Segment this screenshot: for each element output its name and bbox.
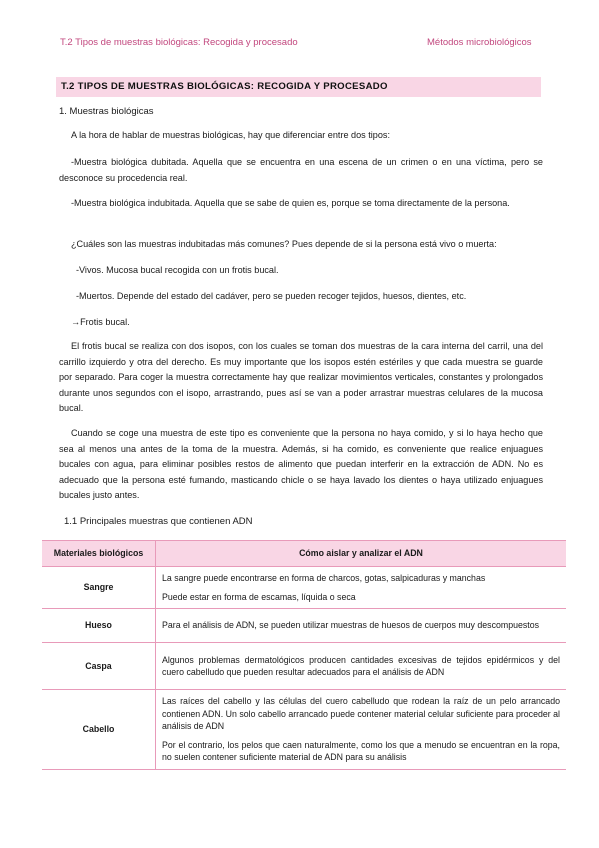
table-header-row [42,541,566,567]
description-line: Para el análisis de ADN, se pueden utilizar muestras de huesos de cuerpos muy descompuestos [162,620,540,631]
paragraph-frotis: El frotis bucal se realiza con dos isopos, con los cuales se toman dos muestras de la cara interna del carril, una del carrillo izquierdo y otra del derecho. Es muy importante que los isopos estén estériles y que cada muestra se guarde por separado. Para coger la muestra correctamente hay que realizar movimientos verticales, constantes y prolongados durante unos segundos con el isopo, arrastrando, pues así se van a poder arrastrar muestras celulares de la mucosa bucal. [59,341,543,413]
paragraph-vivos: -Vivos. Mucosa bucal recogida con un frotis bucal. [76,265,279,275]
description-cell [156,690,567,770]
paragraph-conveniente: Cuando se coge una muestra de este tipo es conveniente que la persona no haya comido, y si lo haya hecho que sea al menos una antes de la toma de la muestra. Además, si ha comido, es conveniente que realice enjuagues bucales con agua, para eliminar posibles restos de alimento que puedan interferir en la extracción de ADN. No es adecuado que la persona esté fumando, masticando chicle o se haya lavado los dientes o haya utilizado enjuagues bucales justo antes. [59,428,543,500]
paragraph-intro: A la hora de hablar de muestras biológicas, hay que diferenciar entre dos tipos: [71,130,390,140]
material-cell: Caspa [42,643,156,690]
description-line: La sangre puede encontrarse en forma de charcos, gotas, salpicaduras y manchas [162,573,486,583]
column-header-materiales: Materiales biológicos [42,541,156,567]
table-row [42,643,566,690]
table-row [42,567,566,609]
subheading-muestras-biologicas: 1. Muestras biológicas [59,106,154,117]
paragraph-muertos: -Muertos. Depende del estado del cadáver, pero se pueden recoger tejidos, huesos, dientes, etc. [76,291,467,301]
description-cell [156,609,567,643]
column-header-como-aislar: Cómo aislar y analizar el ADN [156,541,567,567]
material-cell: Cabello [42,690,156,770]
table-row [42,609,566,643]
description-line: Puede estar en forma de escamas, líquida o seca [162,591,356,602]
description-line: Las raíces del cabello y las células del cuero cabelludo que rodean la raíz de un pelo arrancado contienen ADN. Un solo cabello arrancado puede contener material celular suficiente para proceder al análisis de ADN [162,696,560,732]
material-cell: Hueso [42,609,156,643]
paragraph-dubitada: -Muestra biológica dubitada. Aquella que se encuentra en una escena de un crimen o en una víctima, pero se desconoce su procedencia real. [59,157,543,183]
description-cell [156,567,567,609]
section-title: T.2 TIPOS DE MUESTRAS BIOLÓGICAS: RECOGIDA Y PROCESADO [56,77,541,97]
page-header-subject: Métodos microbiológicos [427,37,532,48]
description-line: Algunos problemas dermatológicos producen cantidades excesivas de tejidos epidérmicos y del cuero cabelludo que pueden resultar adecuados para el análisis de ADN [162,654,560,677]
paragraph-indubitada: -Muestra biológica indubitada. Aquella que se sabe de quien es, porque se toma directamente de la persona. [71,198,510,208]
table-row [42,690,566,770]
description-cell [156,643,567,690]
description-line: Por el contrario, los pelos que caen naturalmente, como los que a menudo se encuentran en la ropa, no suelen contener suficiente material de ADN para su análisis [162,739,560,763]
page-header-title: T.2 Tipos de muestras biológicas: Recogida y procesado [60,37,298,48]
paragraph-question: ¿Cuáles son las muestras indubitadas más comunes? Pues depende de si la persona está vivo o muerta: [71,239,497,249]
subheading-principales-muestras: 1.1 Principales muestras que contienen ADN [64,516,253,527]
material-cell: Sangre [42,567,156,609]
paragraph-frotis-heading: →Frotis bucal. [71,317,130,327]
dna-samples-table [42,540,566,770]
